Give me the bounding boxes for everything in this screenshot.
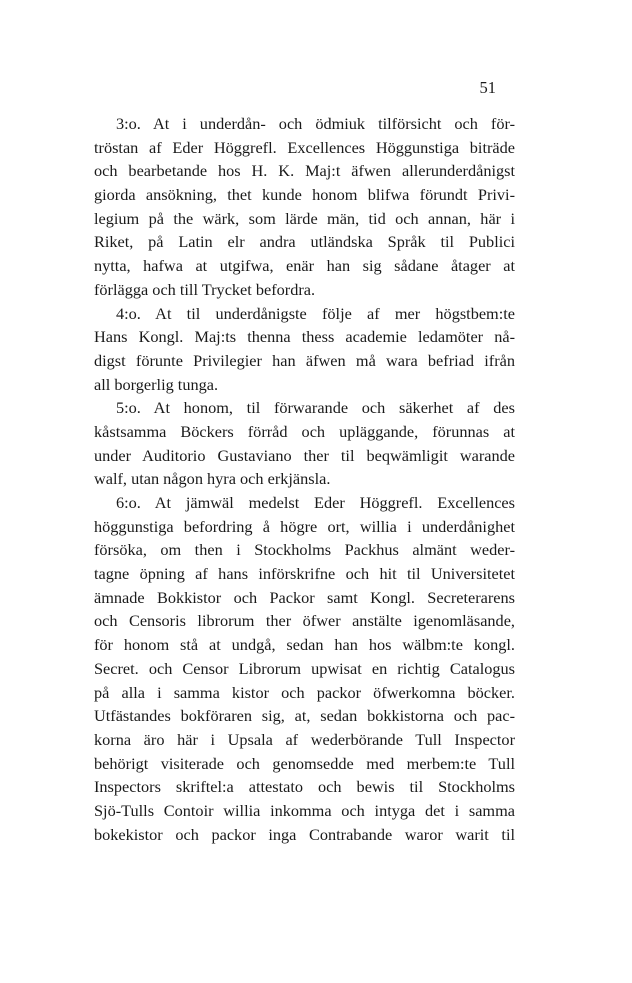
text-line: korna äro här i Upsala af wederbörande Tull Inspector: [94, 729, 515, 749]
text-line: Riket, på Latin elr andra utländska Språk til Publici: [94, 232, 515, 252]
text-line: tröstan af Eder Höggrefl. Excellences Höggunstiga biträde: [94, 137, 515, 157]
text-line: walf, utan någon hyra och erkjänsla.: [94, 469, 331, 489]
text-line: ämnade Bokkistor och Packor samt Kongl. Secreterarens: [94, 587, 515, 607]
text-line: 5:o. At honom, til förwarande och säkerhet af des: [116, 398, 515, 418]
text-line: kåstsamma Böckers förråd och upläggande, förunnas at: [94, 421, 515, 441]
text-line: och Censoris librorum ther öfwer anstälte igenomläsande,: [94, 611, 515, 631]
text-line: på alla i samma kistor och packor öfwerkomna böcker.: [94, 682, 515, 702]
text-line: giorda ansökning, thet kunde honom blifwa förundt Privi-: [94, 185, 515, 205]
text-line: höggunstiga befordring å högre ort, willia i underdånighet: [94, 516, 515, 536]
text-line: förlägga och till Trycket befordra.: [94, 279, 316, 299]
text-line: under Auditorio Gustaviano ther til beqwämligit warande: [94, 445, 515, 465]
text-line: 4:o. At til underdånigste följe af mer högstbem:te: [116, 303, 515, 323]
page-number: 51: [479, 78, 496, 97]
body-text: [94, 112, 515, 846]
text-line: legium på the wärk, som lärde män, tid och annan, här i: [94, 208, 515, 228]
text-line: bokekistor och packor inga Contrabande waror warit til: [94, 824, 515, 844]
text-line: Sjö-Tulls Contoir willia inkomma och intyga det i samma: [94, 800, 515, 820]
text-line: för honom stå at undgå, sedan han hos wälbm:te kongl.: [94, 635, 515, 655]
text-line: behörigt visiterade och genomsedde med merbem:te Tull: [94, 753, 515, 773]
text-line: Hans Kongl. Maj:ts thenna thess academie ledamöter nå-: [94, 327, 515, 347]
text-line: nytta, hafwa at utgifwa, enär han sig sådane åtager at: [94, 256, 515, 276]
text-line: och bearbetande hos H. K. Maj:t äfwen allerunderdånigst: [94, 161, 515, 181]
text-line: all borgerlig tunga.: [94, 374, 219, 394]
text-line: digst förunte Privilegier han äfwen må wara befriad ifrån: [94, 350, 515, 370]
text-line: 6:o. At jämwäl medelst Eder Höggrefl. Excellences: [116, 493, 515, 512]
text-line: 3:o. At i underdån- och ödmiuk tilförsicht och för-: [116, 114, 515, 133]
text-line: Secret. och Censor Librorum upwisat en richtig Catalogus: [94, 658, 515, 678]
text-line: Utfästandes bokföraren sig, at, sedan bokkistorna och pac-: [94, 706, 515, 726]
text-line: tagne öpning af hans införskrifne och hit til Universitetet: [94, 564, 515, 584]
text-line: Inspectors skriftel:a attestato och bewis til Stockholms: [94, 777, 515, 797]
text-line: försöka, om then i Stockholms Packhus almänt weder-: [94, 540, 515, 560]
